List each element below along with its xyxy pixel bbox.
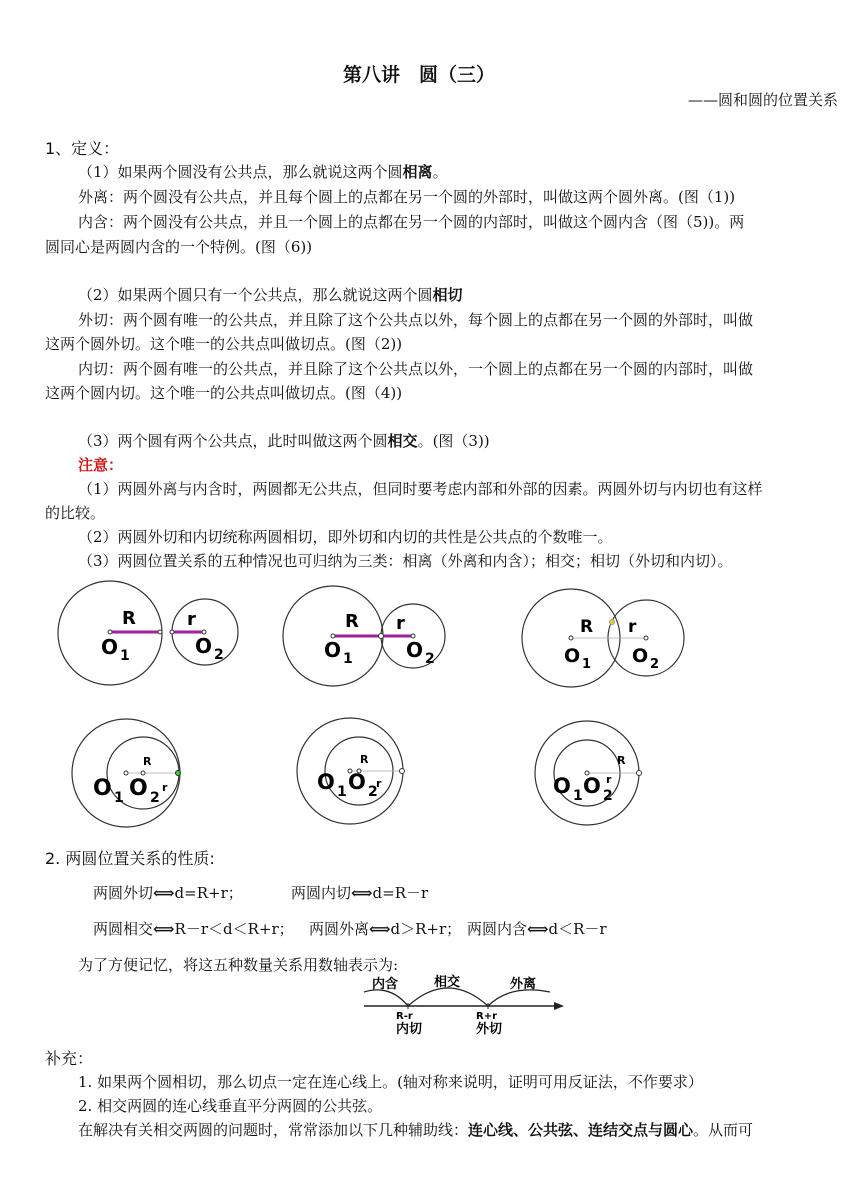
label-O2: O <box>129 776 148 801</box>
label-R: R <box>360 753 369 766</box>
label-O2-sub: 2 <box>150 790 160 806</box>
label-O2-sub: 2 <box>214 647 224 663</box>
definition-waiqie-line2: 这两个圆外切。这个唯一的公共点叫做切点。(图（2)) <box>45 335 403 353</box>
page-subtitle: ——圆和圆的位置关系 <box>688 91 839 109</box>
double-arrow-icon: ⟺ <box>351 884 373 902</box>
tick-neiqie-label: 内切 <box>396 1022 423 1037</box>
property-xiangjiao-text: 两圆相交 <box>93 920 154 938</box>
note1-line2: 的比较。 <box>45 504 106 522</box>
region-neihan: 内含 <box>372 977 399 992</box>
intersection-point <box>610 620 615 625</box>
definition-waili: 外离：两个圆没有公共点，并且每个圆上的点都在另一个圆的外部时，叫做这两个圆外离。(图（1)) <box>78 188 736 206</box>
note1-line1: （1）两圆外离与内含时，两圆都无公共点，但同时要考虑内部和外部的因素。两圆外切与内切也有这样 <box>78 480 763 498</box>
label-O1-sub: 1 <box>120 648 130 664</box>
label-O1: O <box>324 638 342 662</box>
definition-xiangli-suffix: 。 <box>432 163 448 181</box>
label-r: r <box>162 781 168 794</box>
property-waili-text: 两圆外离 <box>309 920 370 938</box>
supplement-item-2: 2. 相交两圆的连心线垂直平分两圆的公共弦。 <box>78 1097 383 1115</box>
label-O1: O <box>317 770 335 794</box>
label-O2: O <box>632 645 649 667</box>
label-O2: O <box>195 634 213 658</box>
label-O1-sub: 1 <box>343 651 353 667</box>
axis-intro: 为了方便记忆，将这五种数量关系用数轴表示为: <box>78 956 399 974</box>
section2-heading: 2. 两圆位置关系的性质: <box>45 849 215 868</box>
keyword-xiangqie: 相切 <box>432 286 463 304</box>
label-r: r <box>628 617 637 637</box>
supplement-heading: 补充： <box>45 1049 94 1068</box>
label-R: R <box>580 617 594 637</box>
property-neiqie-formula: d=R－r <box>372 884 429 902</box>
tick-r-plus: R+r <box>476 1011 498 1022</box>
arrow-head-icon <box>554 1002 564 1010</box>
label-O1-sub: 1 <box>114 790 124 806</box>
property-xiangjiao <box>93 918 294 940</box>
label-R: R <box>345 611 359 632</box>
definition-xiangqie <box>78 284 463 306</box>
label-O1-sub: 1 <box>573 788 583 804</box>
circle-position-figures <box>0 580 860 835</box>
definition-xiangli-prefix: （1）如果两个圆没有公共点，那么就说这两个圆 <box>78 163 403 181</box>
note3: （3）两圆位置关系的五种情况也可归纳为三类：相离（外离和内含）；相交；相切（外切和内切）。 <box>78 552 733 570</box>
figure-6-tongxin <box>535 721 642 825</box>
property-neiqie <box>291 882 428 904</box>
auxiliary-prefix: 在解决有关相交两圆的问题时，常常添加以下几种辅助线： <box>78 1121 469 1139</box>
definition-xiangjiao <box>78 430 490 452</box>
definition-neihan-line2: 圆同心是两圆内含的一个特例。(图（6)) <box>45 238 313 256</box>
label-r: r <box>187 609 196 630</box>
property-neihan-text: 两圆内含 <box>467 920 528 938</box>
auxiliary-suffix: 。从而可 <box>693 1121 754 1139</box>
figure-5-neihan <box>297 718 405 824</box>
label-O1: O <box>553 774 571 798</box>
label-O2: O <box>406 638 424 662</box>
definition-xiangli <box>78 161 448 183</box>
property-waili <box>309 918 461 940</box>
tangent-point <box>379 634 384 639</box>
double-arrow-icon: ⟺ <box>153 920 175 938</box>
supplement-item-1: 1. 如果两个圆相切，那么切点一定在连心线上。(轴对称来说明，证明可用反证法，不作要求） <box>78 1073 703 1091</box>
label-r: r <box>376 777 382 790</box>
label-O2-sub: 2 <box>650 657 660 672</box>
property-neiqie-text: 两圆内切 <box>291 884 352 902</box>
page-title: 第八讲 圆（三） <box>343 64 496 86</box>
figure-2-waiqie <box>283 586 445 686</box>
note-label: 注意： <box>78 456 124 474</box>
definition-neihan-line1: 内含：两个圆没有公共点，并且一个圆上的点都在另一个圆的内部时，叫做这个圆内含（图（5))。两 <box>78 213 745 231</box>
definition-waiqie-line1: 外切：两个圆有唯一的公共点，并且除了这个公共点以外，每个圆上的点都在另一个圆的外部时，叫做 <box>78 311 754 329</box>
double-arrow-icon: ⟺ <box>153 884 175 902</box>
property-waiqie-text: 两圆外切 <box>93 884 154 902</box>
label-r: r <box>606 773 612 786</box>
tangent-point <box>176 771 181 776</box>
definition-xiangqie-prefix: （2）如果两个圆只有一个公共点，那么就说这两个圆 <box>78 286 433 304</box>
property-waili-formula: d＞R+r； <box>390 920 462 938</box>
label-O2-sub: 2 <box>603 788 613 804</box>
figure-1-waili <box>58 581 238 685</box>
tick-waiqie-label: 外切 <box>476 1022 503 1037</box>
label-O2-sub: 2 <box>368 784 378 800</box>
label-R: R <box>143 755 152 768</box>
label-O2-sub: 2 <box>425 651 435 667</box>
definition-xiangjiao-prefix: （3）两个圆有两个公共点，此时叫做这两个圆 <box>78 432 388 450</box>
label-R: R <box>122 608 136 629</box>
definition-neiqie-line2: 这两个圆内切。这个唯一的公共点叫做切点。(图（4)) <box>45 384 403 402</box>
label-O1: O <box>93 776 112 801</box>
double-arrow-icon: ⟺ <box>527 920 549 938</box>
supplement-auxiliary-lines <box>78 1119 753 1141</box>
label-O1-sub: 1 <box>582 657 592 672</box>
label-O1: O <box>101 635 119 659</box>
definition-xiangjiao-suffix: 。(图（3)) <box>417 432 490 450</box>
property-xiangjiao-formula: R－r＜d＜R+r； <box>174 920 294 938</box>
label-r: r <box>396 613 405 634</box>
tick-r-minus: R-r <box>396 1011 413 1022</box>
property-neihan <box>467 918 607 940</box>
figure-3-xiangjiao <box>522 589 684 687</box>
region-xiangjiao: 相交 <box>434 975 461 990</box>
auxiliary-keywords: 连心线、公共弦、连结交点与圆心 <box>468 1121 694 1139</box>
label-O1-sub: 1 <box>337 784 347 800</box>
note2: （2）两圆外切和内切统称两圆相切，即外切和内切的共性是公共点的个数唯一。 <box>78 528 613 546</box>
figure-4-neiqie <box>72 719 181 827</box>
double-arrow-icon: ⟺ <box>369 920 391 938</box>
keyword-xiangli: 相离 <box>402 163 433 181</box>
property-waiqie-formula: d=R+r； <box>174 884 243 902</box>
property-neihan-formula: d＜R－r <box>548 920 607 938</box>
property-waiqie <box>93 882 243 904</box>
region-waili: 外离 <box>510 977 537 992</box>
section1-heading: 1、定义： <box>45 139 120 158</box>
label-O1: O <box>564 645 581 667</box>
number-line-diagram <box>360 970 570 1040</box>
label-R: R <box>617 754 626 767</box>
definition-neiqie-line1: 内切：两个圆有唯一的公共点，并且除了这个公共点以外，一个圆上的点都在另一个圆的内部时，叫做 <box>78 360 754 378</box>
label-O2: O <box>583 774 601 798</box>
label-O2: O <box>348 770 366 794</box>
keyword-xiangjiao: 相交 <box>387 432 418 450</box>
